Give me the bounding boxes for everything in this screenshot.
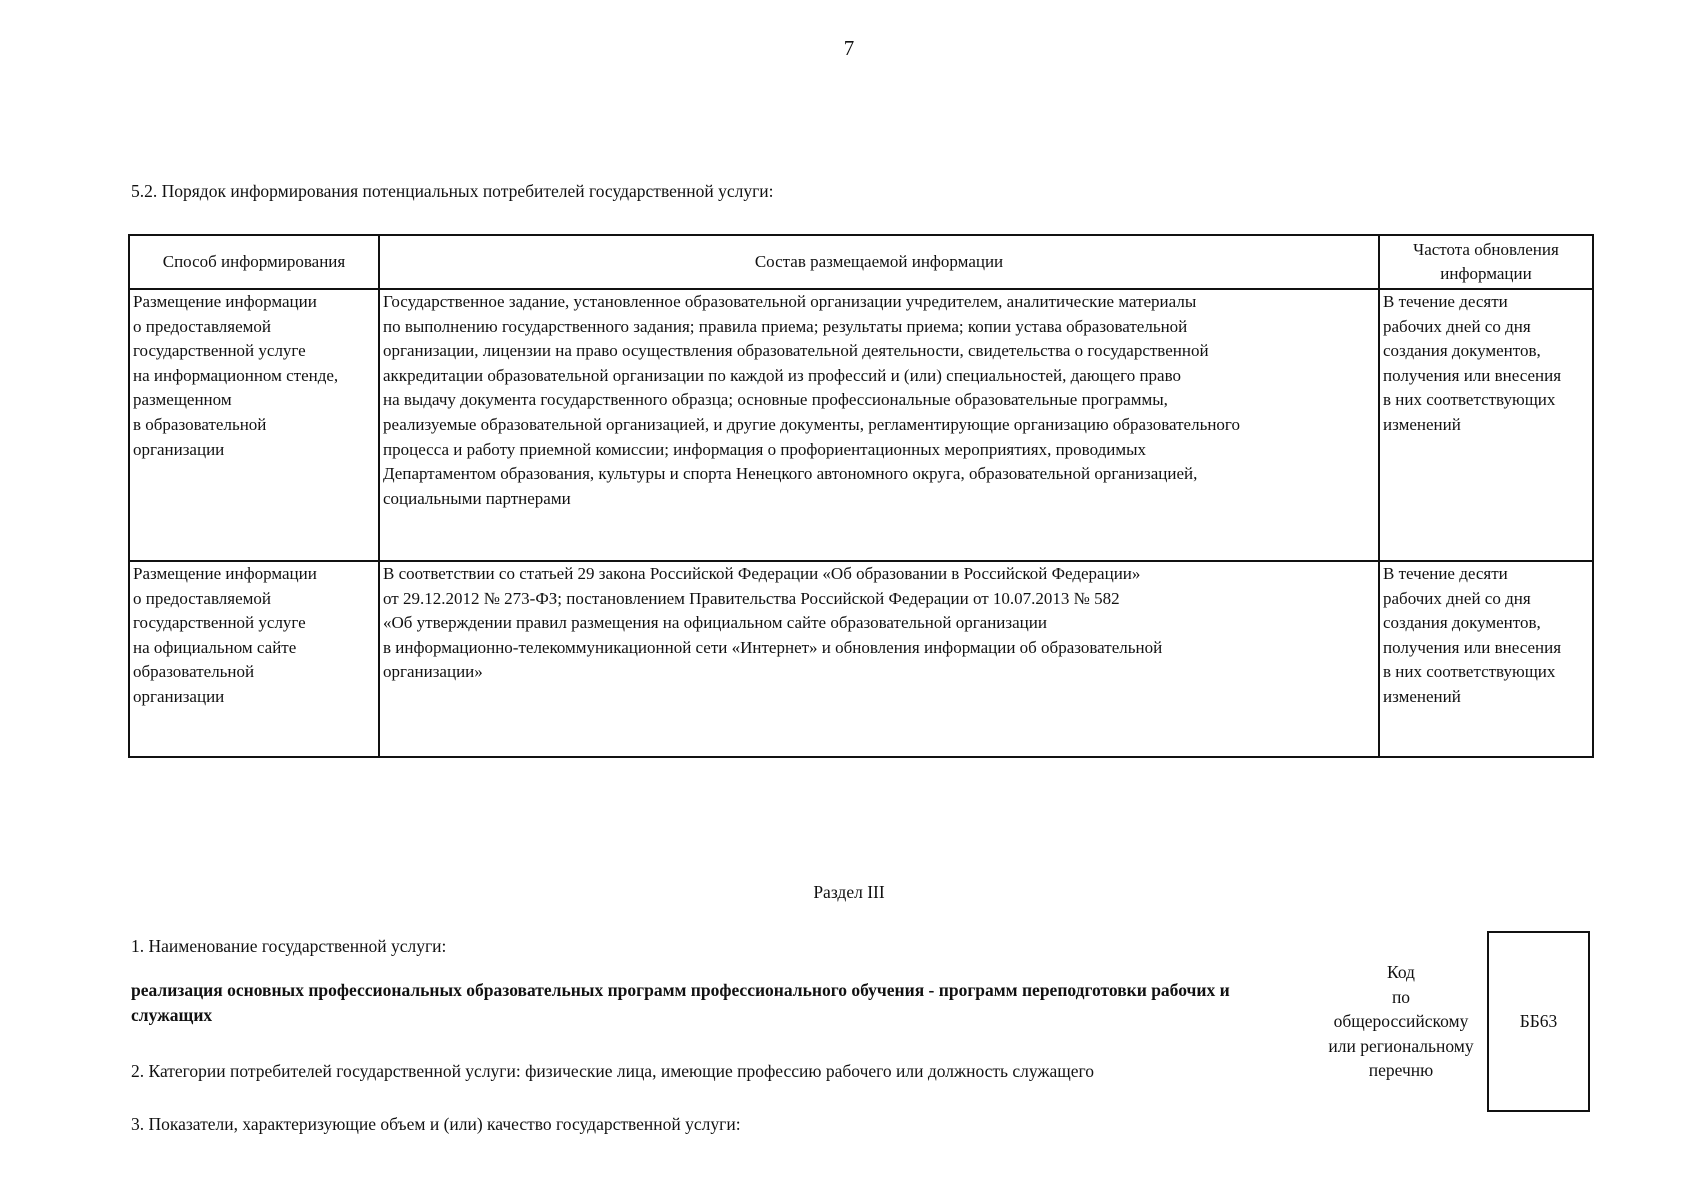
table-row bbox=[129, 289, 1593, 561]
code-label: Код по общероссийскому или региональному перечню bbox=[1328, 962, 1474, 1081]
cell-content: Государственное задание, установленное образовательной организации учредителем, аналитические материалы по выполнению государственного задания; правила приема; результаты приема; копии устава образовательной организации, лицензии на право осуществления образовательной деятельности, свидетельства о государственной аккредитации образовательной организации по каждой из профессий и (или) специальностей, дающего право на выдачу документа государственного образца; основные профессиональные образовательные программы, реализуемые образовательной организацией, и другие документы, регламентирующие организацию образовательного процесса и работу приемной комиссии; информация о профориентационных мероприятиях, проводимых Департаментом образования, культуры и спорта Ненецкого автономного округа, образовательной организацией, социальными партнерами bbox=[379, 289, 1379, 561]
service-name: реализация основных профессиональных образовательных программ профессионального обучения - программ переподготовки рабочих и служащих bbox=[131, 980, 1230, 1025]
cell-content: В соответствии со статьей 29 закона Российской Федерации «Об образовании в Российской Федерации» от 29.12.2012 № 273-ФЗ; постановлением Правительства Российской Федерации от 10.07.2013 № 582 «Об утверждении правил размещения на официальном сайте образовательной организации в информационно-телекоммуникационной сети «Интернет» и обновления информации об образовательной организации» bbox=[379, 561, 1379, 757]
page-number: 7 bbox=[843, 36, 855, 60]
section-heading: 5.2. Порядок информирования потенциальных потребителей государственной услуги: bbox=[131, 181, 774, 201]
service-name-label: 1. Наименование государственной услуги: bbox=[131, 936, 447, 956]
code-value: ББ63 bbox=[1519, 1011, 1558, 1031]
indicators-label: 3. Показатели, характеризующие объем и (или) качество государственной услуги: bbox=[131, 1114, 741, 1134]
code-box bbox=[1487, 931, 1590, 1112]
cell-method: Размещение информации о предоставляемой государственной услуге на официальном сайте образовательной организации bbox=[129, 561, 379, 757]
header-frequency: Частота обновления информации bbox=[1379, 235, 1593, 289]
cell-frequency: В течение десяти рабочих дней со дня создания документов, получения или внесения в них соответствующих изменений bbox=[1379, 289, 1593, 561]
table-header-row bbox=[129, 235, 1593, 289]
consumer-categories: 2. Категории потребителей государственной услуги: физические лица, имеющие профессию рабочего или должность служащего bbox=[131, 1061, 1095, 1081]
header-method: Способ информирования bbox=[129, 235, 379, 289]
header-content: Состав размещаемой информации bbox=[379, 235, 1379, 289]
part-title: Раздел III bbox=[813, 882, 885, 902]
table-row bbox=[129, 561, 1593, 757]
informing-table bbox=[128, 234, 1594, 758]
cell-method: Размещение информации о предоставляемой государственной услуге на информационном стенде, размещенном в образовательной организации bbox=[129, 289, 379, 561]
cell-frequency: В течение десяти рабочих дней со дня создания документов, получения или внесения в них соответствующих изменений bbox=[1379, 561, 1593, 757]
